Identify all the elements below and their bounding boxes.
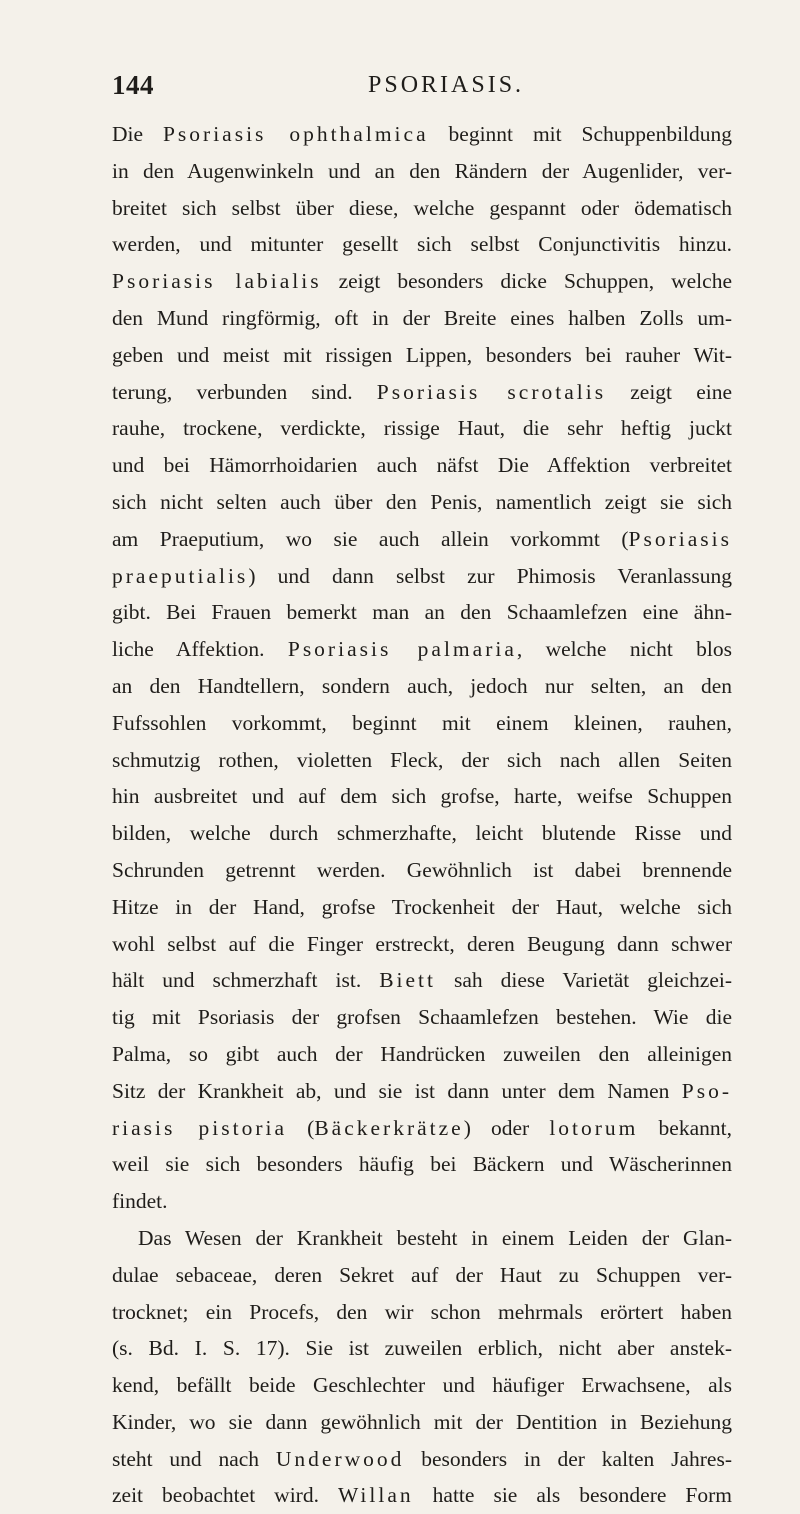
text-line — [112, 116, 732, 153]
spaced-term: lotorum — [549, 1115, 639, 1140]
text-segment: Sitz der Krankheit ab, und sie ist dann unter dem Namen — [112, 1078, 682, 1103]
text-segment: und bei Hämorrhoidarien auch näfst Die Affektion verbreitet — [112, 453, 732, 478]
spaced-term: Psoriasis ophthalmica — [162, 122, 429, 146]
text-line — [112, 447, 732, 484]
text-segment: hin ausbreitet und auf dem sich grofse, harte, weifse Schuppen — [112, 784, 732, 809]
text-line — [112, 999, 732, 1036]
text-line — [112, 1146, 732, 1183]
text-line — [112, 1294, 732, 1331]
spaced-term: Biett — [379, 968, 436, 993]
text-line — [112, 558, 732, 595]
text-line — [112, 374, 732, 411]
text-line — [112, 263, 732, 300]
text-line — [112, 1257, 732, 1294]
text-segment: zeigt besonders dicke Schuppen, welche — [321, 269, 732, 294]
text-line — [112, 1183, 732, 1220]
text-line — [112, 300, 732, 337]
spaced-term: Underwood — [275, 1446, 405, 1471]
text-segment: rauhe, trockene, verdickte, rissige Haut, die sehr heftig juckt — [112, 416, 732, 441]
text-segment: bekannt, — [638, 1115, 732, 1140]
text-segment: (s. Bd. I. S. 17). Sie ist zuweilen erblich, nicht aber anstek- — [112, 1336, 732, 1361]
text-segment: terung, verbunden sind. — [112, 379, 377, 404]
text-line — [112, 852, 732, 889]
body-text — [112, 116, 732, 1514]
text-segment: kend, befällt beide Geschlechter und häufiger Erwachsene, als — [112, 1373, 732, 1398]
text-segment: den Mund ringförmig, oft in der Breite eines halben Zolls um- — [112, 305, 732, 330]
text-line — [112, 1036, 732, 1073]
text-segment: zeigt eine — [606, 379, 732, 404]
text-segment: weil sie sich besonders häufig bei Bäckern und Wäscherinnen — [112, 1152, 732, 1177]
text-line — [112, 926, 732, 963]
text-line — [112, 594, 732, 631]
text-segment: wohl selbst auf die Finger erstreckt, deren Beugung dann schwer — [112, 931, 732, 956]
text-segment: bilden, welche durch schmerzhafte, leicht blutende Risse und — [112, 821, 732, 846]
text-line — [112, 705, 732, 742]
spaced-term: Willan — [337, 1483, 414, 1508]
text-segment: gibt. Bei Frauen bemerkt man an den Schaamlefzen eine ähn- — [112, 600, 732, 625]
text-line — [112, 631, 732, 668]
text-segment: am Praeputium, wo sie auch allein vorkommt ( — [112, 526, 629, 551]
text-segment: hatte sie als besondere Form — [413, 1483, 733, 1508]
text-line — [112, 889, 732, 926]
text-segment: besonders in der kalten Jahres- — [404, 1446, 732, 1471]
text-segment: findet. — [112, 1189, 168, 1214]
paragraph — [112, 116, 732, 1220]
text-segment: sich nicht selten auch über den Penis, namentlich zeigt sie sich — [112, 489, 732, 514]
text-line — [112, 1477, 732, 1514]
text-segment: Das Wesen der Krankheit besteht in einem Leiden der Glan- — [138, 1225, 732, 1250]
text-segment: ( — [287, 1115, 315, 1140]
text-line — [112, 153, 732, 190]
text-segment: ) und dann selbst zur Phimosis Veranlassung — [248, 563, 732, 588]
text-line — [112, 1220, 732, 1257]
page-header — [100, 70, 740, 110]
text-segment: werden, und mitunter gesellt sich selbst Conjunctivitis hinzu. — [112, 232, 732, 257]
text-segment: Die — [112, 122, 163, 146]
text-line — [112, 1441, 732, 1478]
text-line — [112, 778, 732, 815]
text-segment: ) oder — [463, 1115, 550, 1140]
text-line — [112, 815, 732, 852]
text-line — [112, 1110, 732, 1147]
spaced-term: praeputialis — [112, 563, 249, 588]
text-segment: in den Augenwinkeln und an den Rändern der Augenlider, ver- — [112, 158, 732, 183]
page-number: 144 — [112, 70, 154, 100]
text-segment: an den Handtellern, sondern auch, jedoch nur selten, an den — [112, 673, 732, 698]
text-segment: tig mit Psoriasis der grofsen Schaamlefzen bestehen. Wie die — [112, 1005, 732, 1030]
text-line — [112, 521, 732, 558]
text-segment: zeit beobachtet wird. — [112, 1483, 338, 1508]
text-segment: Kinder, wo sie dann gewöhnlich mit der Dentition in Beziehung — [112, 1409, 732, 1434]
text-line — [112, 484, 732, 521]
spaced-term: Psoriasis — [628, 526, 732, 551]
text-line — [112, 226, 732, 263]
text-segment: trocknet; ein Procefs, den wir schon mehrmals erörtert haben — [112, 1299, 732, 1324]
text-line — [112, 190, 732, 227]
text-segment: breitet sich selbst über diese, welche gespannt oder ödematisch — [112, 195, 732, 220]
text-segment: liche Affektion. — [112, 637, 288, 662]
text-segment: Hitze in der Hand, grofse Trockenheit der Haut, welche sich — [112, 894, 732, 919]
spaced-term: Psoriasis scrotalis — [376, 379, 607, 404]
text-segment: beginnt mit Schuppenbildung — [428, 122, 733, 146]
text-segment: Palma, so gibt auch der Handrücken zuweilen den alleinigen — [112, 1041, 732, 1066]
text-line — [112, 742, 732, 779]
text-segment: hält und schmerzhaft ist. — [112, 968, 380, 993]
running-head: PSORIASIS. — [368, 72, 525, 98]
text-segment: geben und meist mit rissigen Lippen, besonders bei rauher Wit- — [112, 342, 732, 367]
text-segment: Fufssohlen vorkommt, beginnt mit einem kleinen, rauhen, — [112, 710, 732, 735]
text-line — [112, 1404, 732, 1441]
text-line — [112, 410, 732, 447]
text-segment: steht und nach — [112, 1446, 276, 1471]
spaced-term: riasis pistoria — [112, 1115, 288, 1140]
text-segment: Schrunden getrennt werden. Gewöhnlich ist dabei brennende — [112, 857, 732, 882]
paragraph — [112, 1220, 732, 1514]
text-line — [112, 962, 732, 999]
text-segment: dulae sebaceae, deren Sekret auf der Haut zu Schuppen ver- — [112, 1262, 732, 1287]
spaced-term: Psoriasis palmaria — [287, 637, 517, 662]
text-line — [112, 1367, 732, 1404]
text-segment: schmutzig rothen, violetten Fleck, der sich nach allen Seiten — [112, 747, 732, 772]
text-line — [112, 668, 732, 705]
text-segment: sah diese Varietät gleichzei- — [436, 968, 732, 993]
text-segment: , welche nicht blos — [516, 637, 732, 662]
text-line — [112, 1330, 732, 1367]
text-line — [112, 1073, 732, 1110]
spaced-term: Pso- — [681, 1078, 732, 1103]
text-line — [112, 337, 732, 374]
spaced-term: Psoriasis labialis — [112, 269, 322, 294]
spaced-term: Bäckerkrätze — [314, 1115, 464, 1140]
